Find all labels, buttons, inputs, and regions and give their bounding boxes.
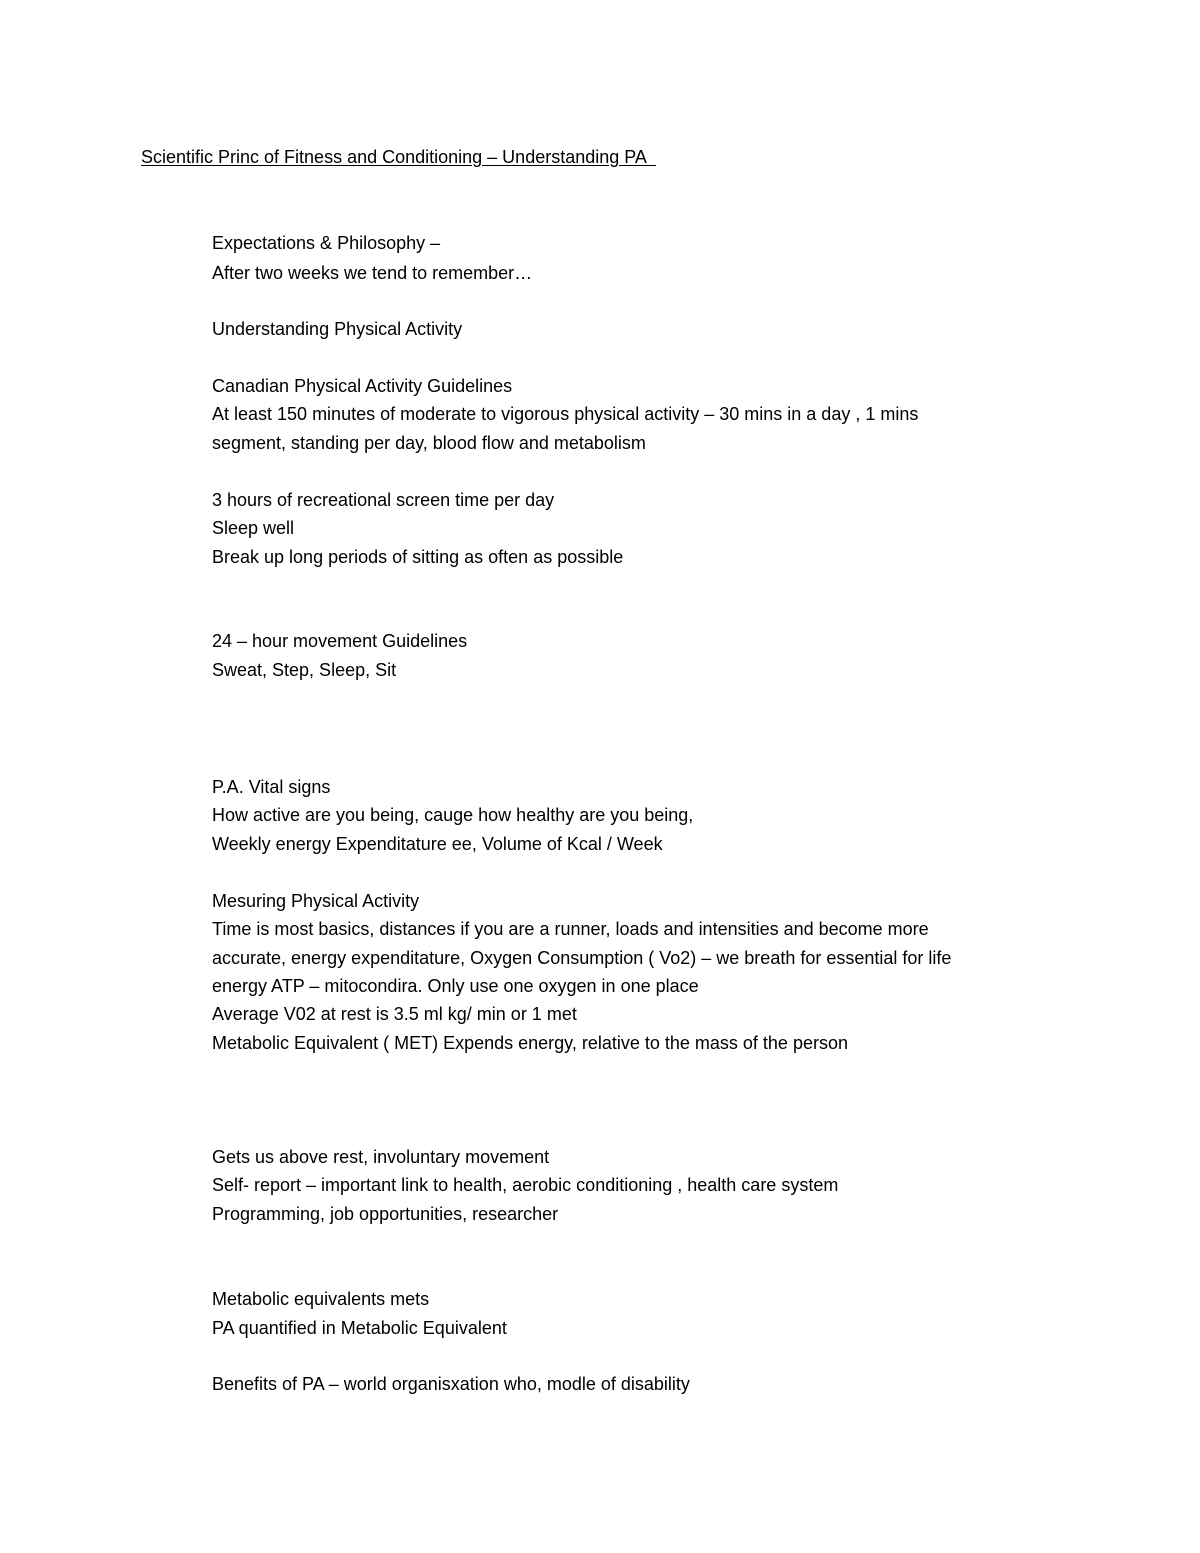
text-line-150-minutes: At least 150 minutes of moderate to vigorous physical activity – 30 mins in a day , 1 mins [212,404,919,424]
text-line-measuring-pa: Mesuring Physical Activity [212,891,420,911]
text-line-self-report: Self- report – important link to health, aerobic conditioning , health care system [212,1175,839,1195]
text-line-pa-quantified: PA quantified in Metabolic Equivalent [212,1318,507,1338]
text-line-average-vo2: Average V02 at rest is 3.5 ml kg/ min or 1 met [212,1004,577,1024]
document-title: Scientific Princ of Fitness and Conditioning – Understanding PA [141,147,656,167]
text-line-sleep-well: Sleep well [212,518,295,538]
text-line-above-rest: Gets us above rest, involuntary movement [212,1147,550,1167]
text-line-programming: Programming, job opportunities, researcher [212,1204,559,1224]
text-line-benefits: Benefits of PA – world organisxation who, modle of disability [212,1374,690,1394]
text-line-how-active: How active are you being, cauge how healthy are you being, [212,805,694,825]
text-line-accurate: accurate, energy expenditature, Oxygen Consumption ( Vo2) – we breath for essential for life [212,948,952,968]
text-line-canadian-guidelines: Canadian Physical Activity Guidelines [212,376,513,396]
text-line-24-hour-guidelines: 24 – hour movement Guidelines [212,631,468,651]
text-line-break-up-sitting: Break up long periods of sitting as often as possible [212,547,624,567]
text-line-vital-signs: P.A. Vital signs [212,777,331,797]
text-line-understanding-pa: Understanding Physical Activity [212,319,463,339]
text-line-sweat-step-sleep-sit: Sweat, Step, Sleep, Sit [212,660,397,680]
text-line-time-basics: Time is most basics, distances if you are a runner, loads and intensities and become more [212,919,929,939]
text-line-weekly-energy: Weekly energy Expenditature ee, Volume of Kcal / Week [212,834,663,854]
text-line-remember: After two weeks we tend to remember… [212,263,533,283]
text-line-expectations: Expectations & Philosophy – [212,233,441,253]
text-line-segment: segment, standing per day, blood flow and metabolism [212,433,646,453]
text-line-energy-atp: energy ATP – mitocondira. Only use one oxygen in one place [212,976,699,996]
text-line-mets: Metabolic equivalents mets [212,1289,430,1309]
text-line-met: Metabolic Equivalent ( MET) Expends energy, relative to the mass of the person [212,1033,848,1053]
text-line-screen-time: 3 hours of recreational screen time per day [212,490,555,510]
